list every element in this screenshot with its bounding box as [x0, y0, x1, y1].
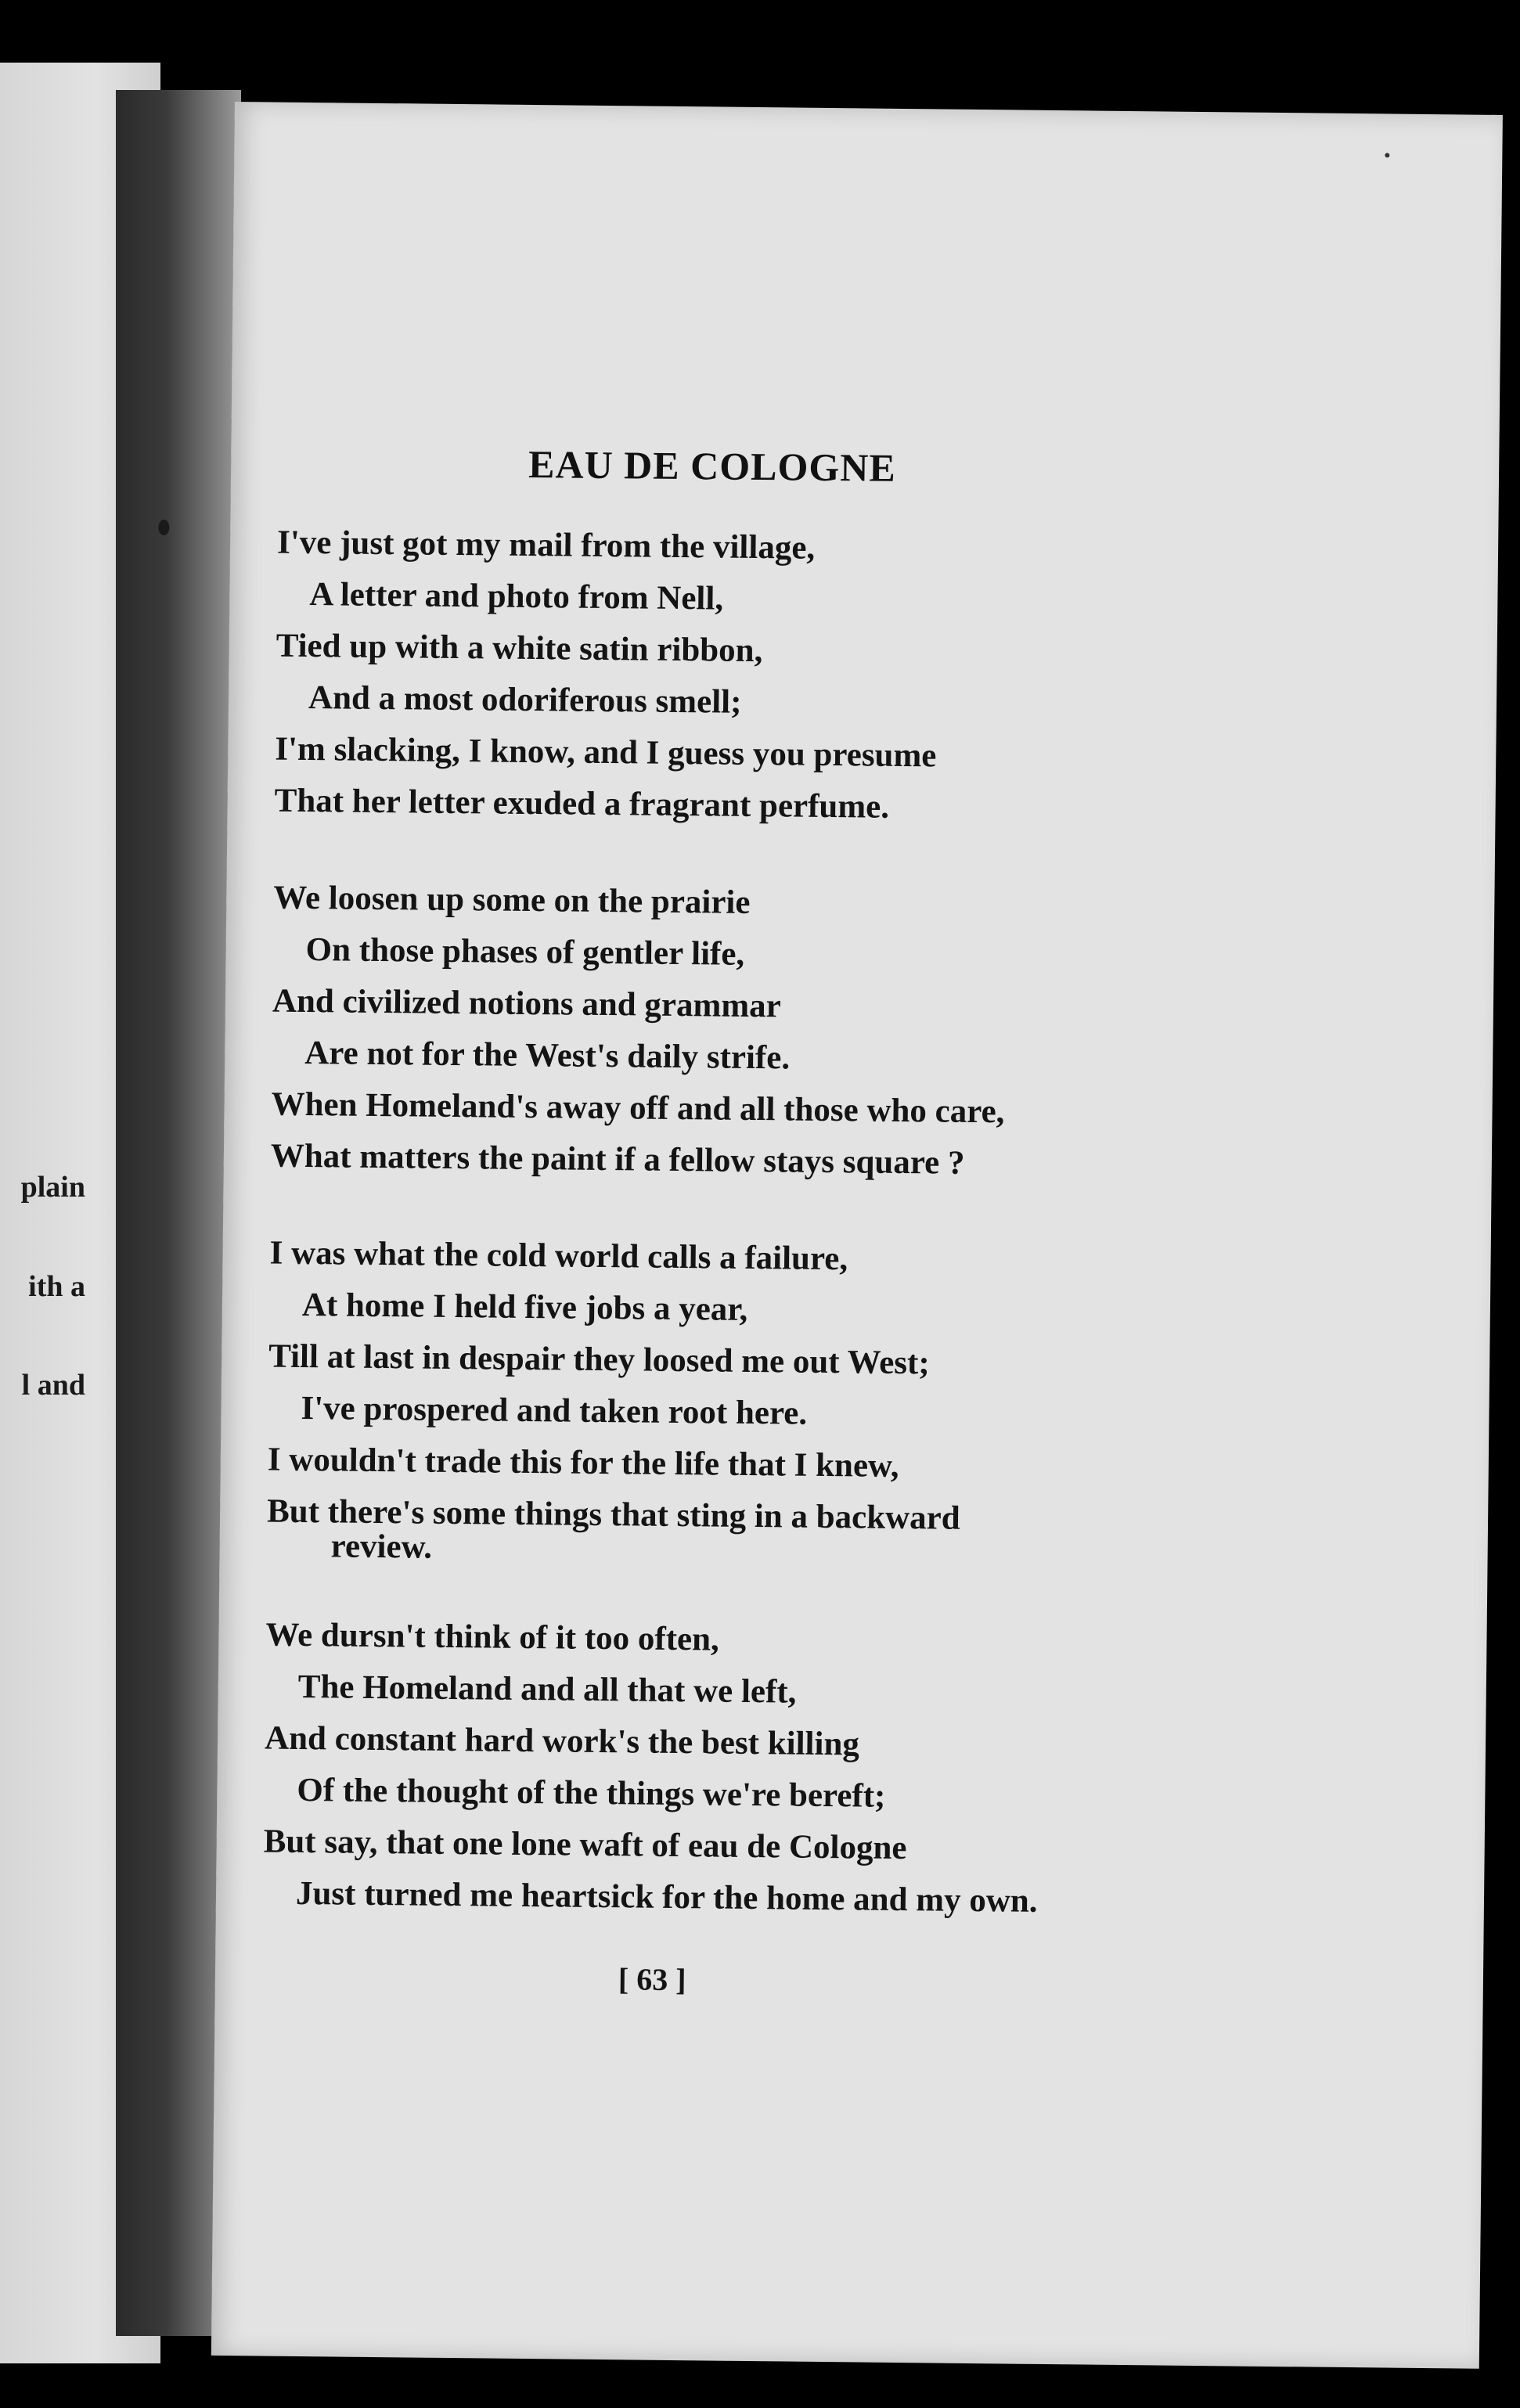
poem-line: And a most odoriferous smell; [308, 679, 742, 721]
stanza [271, 873, 1244, 1193]
poem-line: Tied up with a white satin ribbon, [276, 627, 763, 670]
poem-line: Just turned me heartsick for the home and my own. [295, 1874, 1038, 1920]
poem-line: And civilized notions and grammar [272, 982, 781, 1025]
book-page [211, 102, 1503, 2369]
stanza [274, 517, 1248, 837]
stanza [266, 1228, 1240, 1575]
poem-line: A letter and photo from Nell, [309, 576, 724, 617]
poem-line-continuation: review. [330, 1528, 433, 1566]
poem-line: That her letter exuded a fragrant perfume. [274, 782, 890, 826]
poem-line: I've just got my mail from the village, [276, 524, 816, 567]
stanza [263, 1610, 1237, 1930]
poem-line: We dursn't think of it too often, [265, 1616, 720, 1658]
page-number: [ 63 ] [618, 1961, 686, 1998]
poem-body [262, 517, 1248, 1975]
poem-line: I'm slacking, I know, and I guess you presume [275, 730, 937, 775]
poem-line: And constant hard work's the best killing [264, 1719, 860, 1763]
poem-line: We loosen up some on the prairie [273, 879, 751, 921]
poem-title: EAU DE COLOGNE [528, 441, 897, 490]
left-page-fragment: l and [21, 1369, 85, 1402]
poem-line: The Homeland and all that we left, [297, 1668, 797, 1711]
poem-line: Of the thought of the things we're bereft; [297, 1771, 886, 1815]
poem-line: At home I held five jobs a year, [301, 1286, 748, 1328]
poem-line: When Homeland's away off and all those who care, [271, 1085, 1005, 1131]
poem-line: I wouldn't trade this for the life that I knew, [267, 1441, 899, 1485]
poem-line: But say, that one lone waft of eau de Cologne [263, 1823, 907, 1867]
poem-line: Are not for the West's daily strife. [304, 1035, 791, 1077]
poem-line: But there's some things that sting in a backward [266, 1492, 960, 1537]
poem-line: I've prospered and taken root here. [301, 1389, 808, 1432]
poem-line: I was what the cold world calls a failure, [269, 1234, 848, 1278]
paper-speck [1385, 153, 1389, 157]
poem-line: On those phases of gentler life, [305, 931, 745, 973]
poem-line: Till at last in despair they loosed me out West; [268, 1337, 930, 1382]
poem-line: What matters the paint if a fellow stays square ? [270, 1137, 965, 1182]
left-page-fragment: ith a [28, 1270, 85, 1303]
left-page-fragment: plain [20, 1171, 85, 1204]
